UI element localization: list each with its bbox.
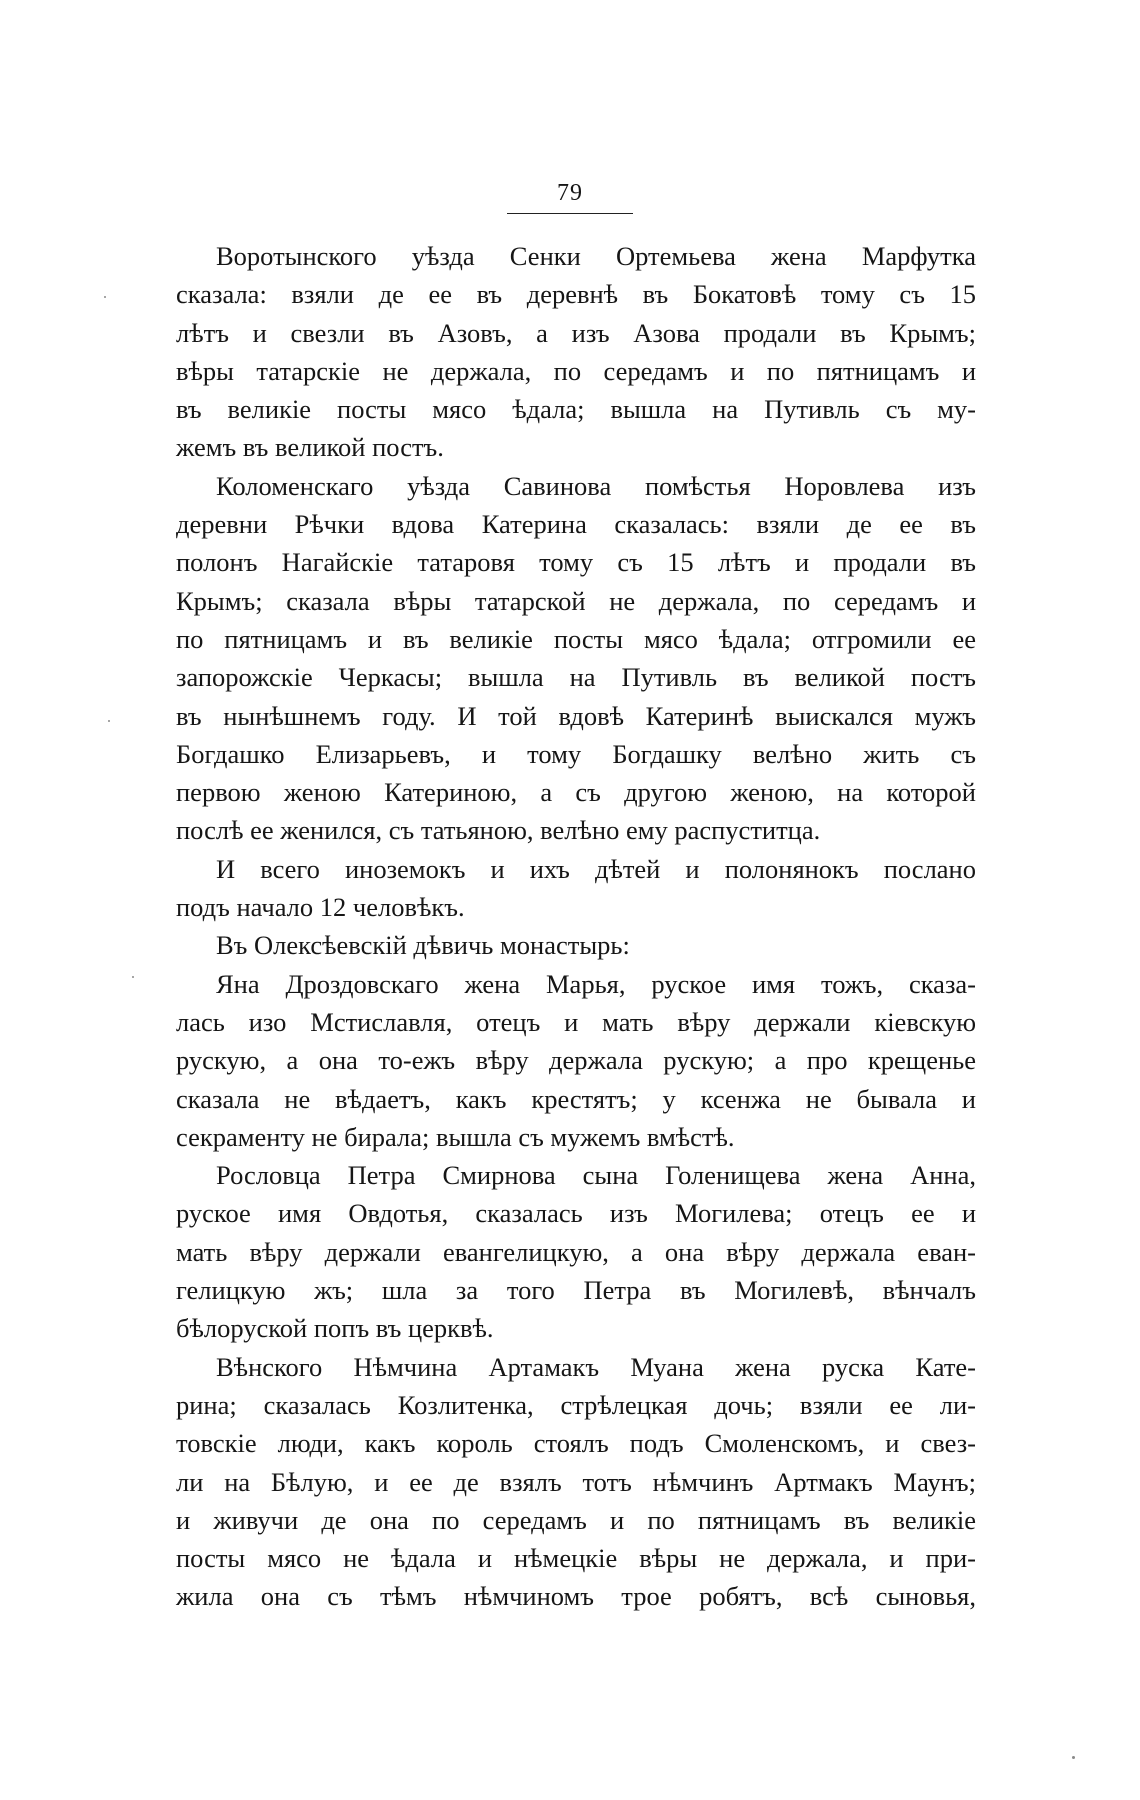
text-line: Крымъ; сказала вѣры татарской не держала, по середамъ и	[176, 585, 976, 616]
text-line: запорожскіе Черкасы; вышла на Путивль въ великой постъ	[176, 662, 976, 693]
text-line: лѣтъ и свезли въ Азовъ, а изъ Азова продали въ Крымъ;	[176, 317, 976, 348]
text-line: Коломенскаго уѣзда Савинова помѣстья Норовлева изъ	[216, 470, 976, 501]
speck	[1072, 1756, 1075, 1759]
text-line: рускую, а она то-ежъ вѣру держала рускую; а про крещенье	[176, 1045, 976, 1076]
text-line: посты мясо не ѣдала и нѣмецкіе вѣры не держала, и при-	[176, 1543, 976, 1574]
text-line: первою женою Катериною, а съ другою женою, на которой	[176, 777, 976, 808]
body-text	[176, 237, 976, 1616]
text-line: ли на Бѣлую, и ее де взялъ тотъ нѣмчинъ Артмакъ Маунъ;	[176, 1466, 976, 1497]
text-line: послѣ ее женился, съ татьяною, велѣно ему распуститца.	[176, 815, 821, 846]
page-number-rule	[507, 213, 633, 214]
text-line: жила она съ тѣмъ нѣмчиномъ трое робятъ, всѣ сыновья,	[176, 1581, 976, 1612]
page-number: 79	[557, 180, 583, 206]
paragraph	[176, 965, 976, 1156]
text-line: бѣлоруской попъ въ церквѣ.	[176, 1313, 494, 1344]
paragraph	[176, 926, 976, 964]
text-line: Богдашко Елизарьевъ, и тому Богдашку велѣно жить съ	[176, 738, 976, 769]
text-line: Рословца Петра Смирнова сына Голенищева жена Анна,	[216, 1160, 976, 1191]
text-line: Воротынского уѣзда Сенки Ортемьева жена Марфутка	[216, 241, 976, 271]
text-line: полонъ Нагайскіе татаровя тому съ 15 лѣтъ и продали въ	[176, 547, 976, 578]
paragraph	[176, 467, 976, 850]
text-line: Вѣнского Нѣмчина Артамакъ Муана жена руска Кате-	[216, 1351, 976, 1382]
text-line: подъ начало 12 человѣкъ.	[176, 892, 465, 923]
text-line: рина; сказалась Козлитенка, стрѣлецкая дочь; взяли ее ли-	[176, 1389, 976, 1420]
text-line: гелицкую жъ; шла за того Петра въ Могилевѣ, вѣнчалъ	[176, 1275, 976, 1306]
text-line: руское имя Овдотья, сказалась изъ Могилева; отецъ ее и	[176, 1198, 976, 1229]
paragraph	[176, 850, 976, 927]
text-line: товскіе люди, какъ король стоялъ подъ Смоленскомъ, и свез-	[176, 1428, 976, 1459]
text-line: И всего иноземокъ и ихъ дѣтей и полонянокъ послано	[216, 853, 976, 884]
text-line: лась изо Мстиславля, отецъ и мать вѣру держали кіевскую	[176, 1006, 976, 1037]
paragraph	[176, 1348, 976, 1616]
text-line: сказала не вѣдаетъ, какъ крестятъ; у ксенжа не бывала и	[176, 1083, 976, 1114]
text-line: и живучи де она по середамъ и по пятницамъ въ великіе	[176, 1504, 976, 1535]
speck	[108, 720, 110, 722]
text-line: вѣры татарскіе не держала, по середамъ и по пятницамъ и	[176, 355, 976, 386]
paragraph	[176, 237, 976, 467]
text-line: Яна Дроздовскаго жена Марья, руское имя тожъ, сказа-	[216, 968, 976, 999]
text-line: деревни Рѣчки вдова Катерина сказалась: взяли де ее въ	[176, 509, 976, 540]
speck	[132, 976, 134, 978]
text-line: мать вѣру держали евангелицкую, а она вѣру держала еван-	[176, 1236, 976, 1267]
text-line: по пятницамъ и въ великіе посты мясо ѣдала; отгромили ее	[176, 623, 976, 654]
text-line: въ великіе посты мясо ѣдала; вышла на Путивль съ му-	[176, 394, 976, 425]
text-line: въ нынѣшнемъ году. И той вдовѣ Катеринѣ выискался мужъ	[176, 700, 976, 731]
text-line: секраменту не бирала; вышла съ мужемъ вмѣстѣ.	[176, 1121, 735, 1152]
text-line: жемъ въ великой постъ.	[176, 432, 444, 463]
speck	[104, 296, 106, 298]
paragraph	[176, 1156, 976, 1347]
text-line: Въ Олексѣевскій дѣвичь монастырь:	[216, 930, 630, 961]
text-line: сказала: взяли де ее въ деревнѣ въ Бокатовѣ тому съ 15	[176, 279, 976, 310]
